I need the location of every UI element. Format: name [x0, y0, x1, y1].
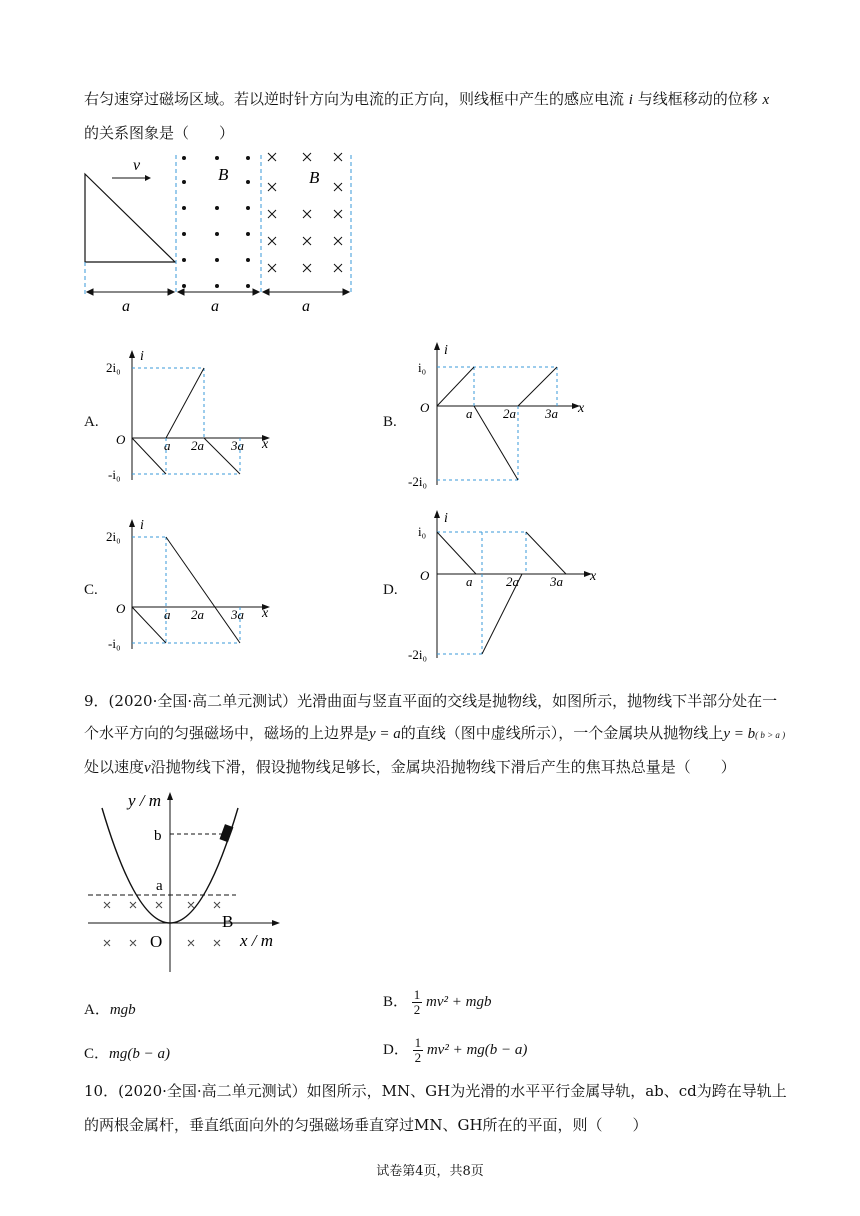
q10-text-line2: 的两根金属杆，垂直纸面向外的匀强磁场垂直穿过MN、GH所在的平面，则（ ）: [84, 1116, 648, 1134]
svg-text:x: x: [262, 437, 269, 452]
svg-text:x / m: x / m: [240, 931, 274, 950]
q9-parabola-figure: [84, 790, 284, 975]
svg-text:i₀: i₀: [418, 524, 427, 539]
option-a-label[interactable]: A.: [84, 414, 99, 430]
svg-text:i₀: i₀: [418, 360, 427, 375]
svg-text:x: x: [578, 401, 585, 416]
svg-text:i: i: [444, 343, 448, 358]
svg-text:a: a: [164, 607, 171, 622]
svg-text:O: O: [420, 400, 430, 415]
svg-text:a: a: [466, 406, 473, 421]
svg-text:B: B: [222, 912, 234, 931]
svg-text:2i₀: 2i₀: [106, 360, 121, 375]
svg-text:3a: 3a: [231, 438, 244, 453]
svg-text:i: i: [444, 511, 448, 526]
fraction-half: $\frac{1}{2}$: [413, 987, 421, 1017]
svg-text:i: i: [140, 349, 144, 364]
q9-answer-b[interactable]: B． $\frac{1}{2}$ mv² + mgb: [383, 987, 492, 1017]
svg-text:3a: 3a: [545, 406, 558, 421]
svg-text:b: b: [154, 828, 162, 844]
svg-text:y / m: y / m: [128, 791, 162, 810]
option-b-label[interactable]: B.: [383, 414, 397, 430]
svg-text:2a: 2a: [506, 574, 519, 589]
q9-answer-d[interactable]: D． $\frac{1}{2}$ mv² + mg(b − a): [383, 1035, 528, 1065]
svg-text:i: i: [140, 518, 144, 533]
field-label-in: B: [309, 168, 320, 187]
svg-text:O: O: [116, 432, 126, 447]
option-b-graph[interactable]: [400, 340, 590, 490]
option-c-label[interactable]: C.: [84, 582, 98, 598]
q9-text-line3: 处以速度v沿抛物线下滑，假设抛物线足够长，金属块沿抛物线下滑后产生的焦耳热总量是（ ）: [84, 758, 736, 776]
svg-text:3a: 3a: [231, 607, 244, 622]
svg-text:2a: 2a: [503, 406, 516, 421]
svg-text:3a: 3a: [550, 574, 563, 589]
svg-text:a: a: [164, 438, 171, 453]
svg-text:2a: 2a: [191, 607, 204, 622]
q9-text-line2: 个水平方向的匀强磁场中，磁场的上边界是y = a的直线（图中虚线所示），一个金属块从抛物线上y = b( b > a ): [84, 724, 786, 742]
q9-text-line1: 9．(2020·全国·高二单元测试）光滑曲面与竖直平面的交线是抛物线，如图所示，抛物线下半部分处在一: [84, 692, 778, 710]
svg-text:-2i₀: -2i₀: [408, 474, 427, 489]
svg-text:a: a: [156, 878, 163, 894]
velocity-label: v: [133, 157, 141, 174]
field-label-out: B: [218, 165, 229, 184]
q8-magnetic-field-figure: [80, 150, 360, 315]
svg-text:-i₀: -i₀: [108, 467, 121, 482]
svg-text:O: O: [116, 601, 126, 616]
svg-text:-2i₀: -2i₀: [408, 647, 427, 662]
option-c-graph[interactable]: [100, 517, 275, 652]
q10-text-line1: 10．(2020·全国·高二单元测试）如图所示，MN、GH为光滑的水平平行金属导轨，ab、cd为跨在导轨上: [84, 1082, 787, 1100]
q9-answer-c[interactable]: C．mg(b − a): [84, 1046, 170, 1062]
svg-text:2i₀: 2i₀: [106, 529, 121, 544]
fraction-half: $\frac{1}{2}$: [414, 1035, 422, 1065]
svg-text:x: x: [590, 569, 597, 584]
svg-text:a: a: [466, 574, 473, 589]
option-a-graph[interactable]: [100, 348, 275, 483]
svg-text:O: O: [150, 932, 163, 951]
q9-answer-a[interactable]: A．mgb: [84, 1002, 136, 1018]
svg-text:2a: 2a: [191, 438, 204, 453]
q8-text-line2: 的关系图象是（ ）: [84, 124, 235, 142]
svg-text:O: O: [420, 568, 430, 583]
option-d-label[interactable]: D.: [383, 582, 398, 598]
svg-text:-i₀: -i₀: [108, 636, 121, 651]
svg-text:x: x: [262, 606, 269, 621]
width-label-1: a: [122, 298, 130, 315]
option-d-graph[interactable]: [400, 508, 600, 663]
width-label-2: a: [211, 298, 219, 315]
width-label-3: a: [302, 298, 310, 315]
page-footer: 试卷第4页，共8页: [376, 1164, 484, 1179]
q8-text-line1: 右匀速穿过磁场区域。若以逆时针方向为电流的正方向，则线框中产生的感应电流 i 与线框移动的位移 x: [84, 90, 770, 108]
